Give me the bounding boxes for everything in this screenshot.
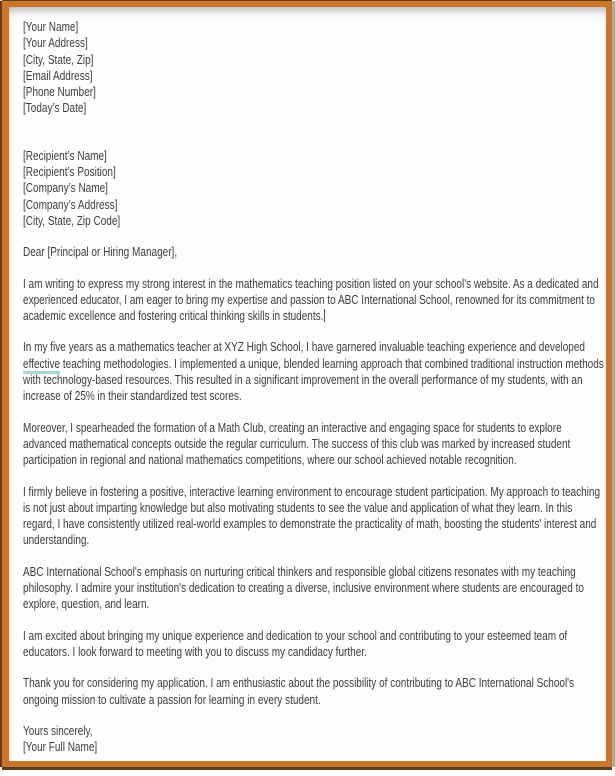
sender-city-state-zip-placeholder[interactable]: [City, State, Zip] (23, 51, 94, 67)
company-name-placeholder[interactable]: [Company’s Name] (23, 180, 108, 196)
editor-suggestion-underline[interactable]: effective (23, 356, 60, 374)
paragraph-intro[interactable] (23, 276, 606, 325)
document-page-frame (2, 1, 612, 767)
sender-address-placeholder[interactable]: [Your Address] (23, 35, 88, 51)
closing[interactable]: Yours sincerely, (23, 722, 93, 738)
date-placeholder[interactable]: [Today’s Date] (23, 100, 87, 116)
sender-name-placeholder[interactable]: [Your Name] (23, 19, 79, 34)
recipient-address-block[interactable] (23, 148, 606, 229)
paragraph-thanks[interactable]: Thank you for considering my application. I am enthusiastic about the possibility of contributing to ABC International School's ongoing mission to cultivate a passion for learning in every student. (23, 675, 575, 707)
paragraph-experience-text-end[interactable]: teaching methodologies. I implemented a unique, blended learning approach that combined traditional instruction methods with technology-based resources. This resulted in a significant improvement in the overall performance of my students, with an increase of 25% in their standardized test scores. (23, 355, 604, 404)
company-address-placeholder[interactable]: [Company’s Address] (23, 196, 118, 212)
recipient-position-placeholder[interactable]: [Recipient’s Position] (23, 164, 116, 180)
closing-block[interactable] (23, 723, 606, 756)
paragraph-enthusiasm[interactable]: I am excited about bringing my unique experience and dedication to your school and contributing to your esteemed team of educators. I look forward to meeting with you to discuss my candidacy further. (23, 627, 568, 659)
paragraph-math-club[interactable]: Moreover, I spearheaded the formation of a Math Club, creating an interactive and engaging space for students to explore advanced mathematical concepts outside the regular curriculum. The success of this club was marked by increased student participation in regional and national mathematics competitions, where our school achieved notable recognition. (23, 419, 571, 468)
paragraph-experience[interactable] (23, 339, 606, 404)
signature-placeholder[interactable]: [Your Full Name] (23, 739, 98, 755)
letter-body[interactable] (23, 19, 606, 755)
paragraph-experience-text-start[interactable]: In my five years as a mathematics teacher at XYZ High School, I have garnered invaluable teaching experience and developed (23, 339, 586, 355)
sender-address-block[interactable] (23, 19, 606, 117)
text-cursor (324, 309, 325, 322)
sender-email-placeholder[interactable]: [Email Address] (23, 67, 93, 83)
company-city-state-zip-placeholder[interactable]: [City, State, Zip Code] (23, 212, 121, 228)
paragraph-intro-text[interactable]: I am writing to express my strong interest in the mathematics teaching position listed on your school's website. As a dedicated and experienced educator, I am eager to bring my expertise and passion to ABC International School, renowned for its commitment to academic excellence and fostering critical thinking skills in students. (23, 275, 599, 324)
paragraph-teaching-philosophy[interactable]: I firmly believe in fostering a positive, interactive learning environment to encourage student participation. My approach to teaching is not just about imparting knowledge but also motivating students to see the value and application of what they learn. In this regard, I have consistently utilized real-world examples to demonstrate the practicality of math, boosting the students' interest and understanding. (23, 483, 601, 548)
sender-phone-placeholder[interactable]: [Phone Number] (23, 84, 96, 100)
recipient-name-placeholder[interactable]: [Recipient’s Name] (23, 147, 107, 163)
salutation[interactable]: Dear [Principal or Hiring Manager], (23, 244, 178, 260)
paragraph-school-alignment[interactable]: ABC International School's emphasis on nurturing critical thinkers and responsible global citizens resonates with my teaching philosophy. I admire your institution's dedication to creating a diverse, inclusive environment where students are encouraged to explore, question, and learn. (23, 563, 584, 612)
